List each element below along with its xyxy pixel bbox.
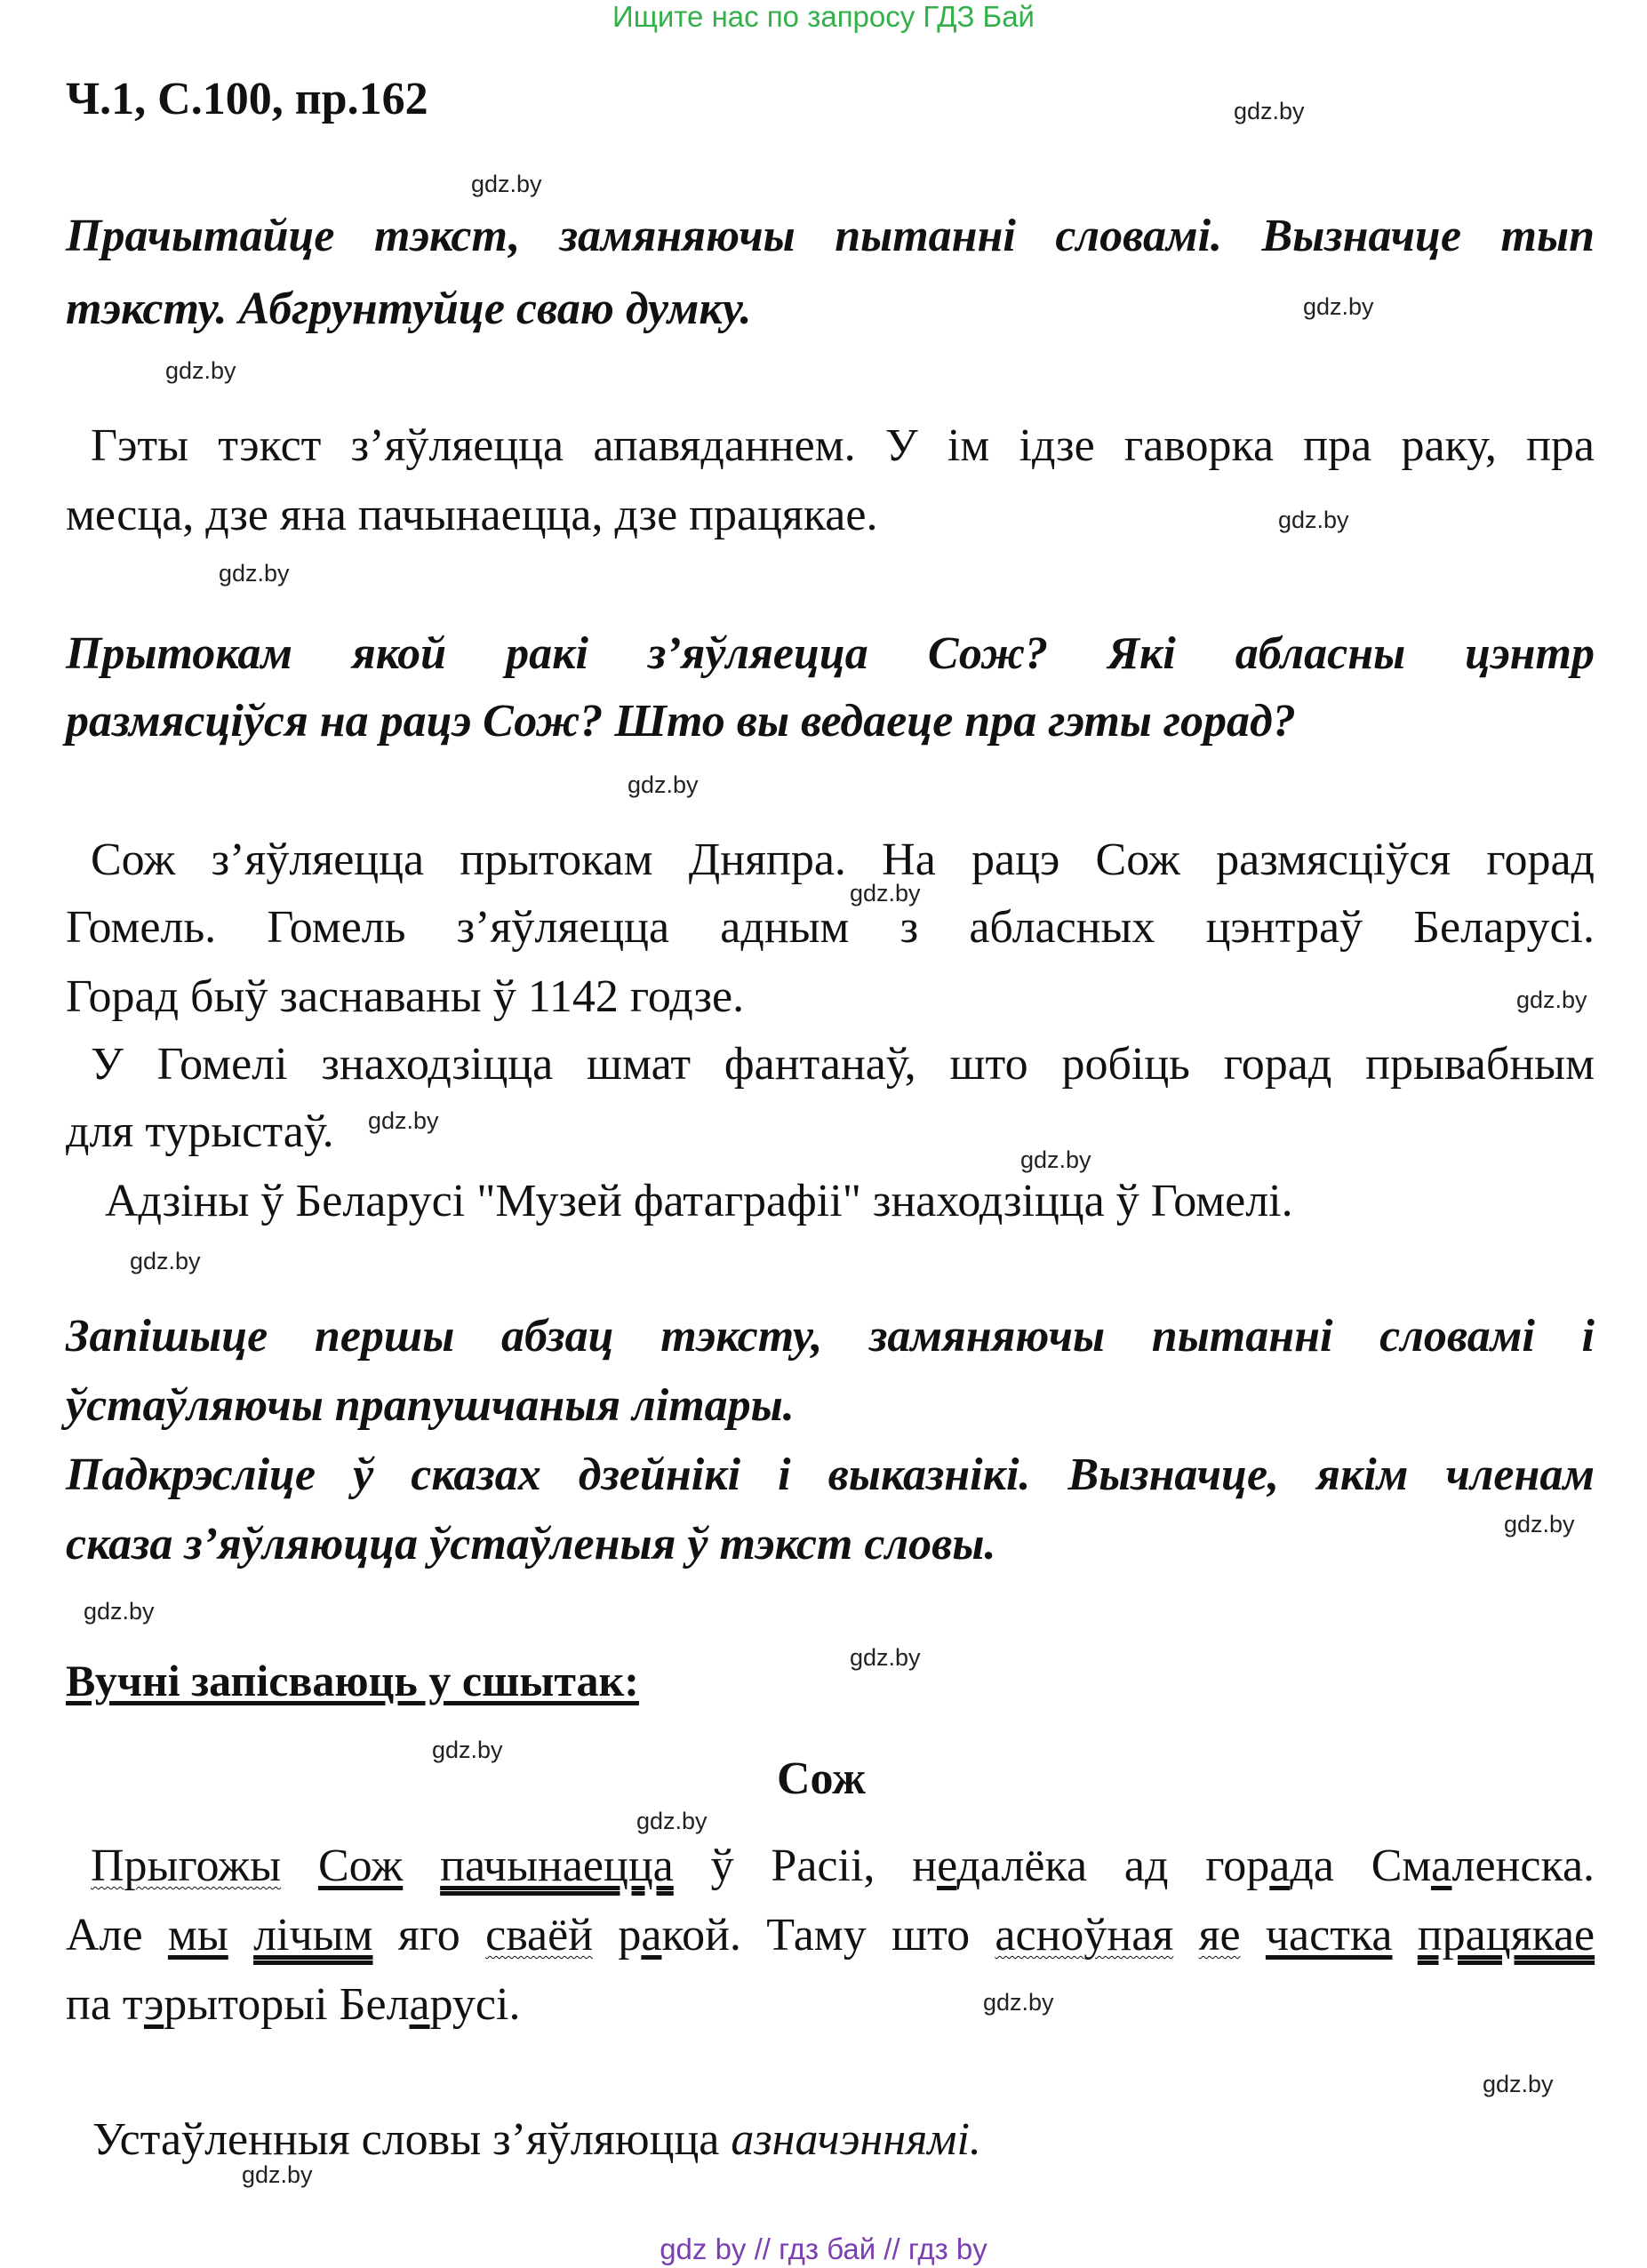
text-fragment: р — [618, 1910, 642, 1961]
text-fragment: русі. — [429, 1979, 521, 2030]
answer-3-line-1: У Гомелі знаходзіцца шмат фантанаў, што робіць горад прывабным — [91, 1039, 1595, 1090]
answer-2-line-2: Гомель. Гомель з’яўляецца адным з абласных цэнтраў Беларусі. — [66, 902, 1595, 953]
conclusion — [92, 2113, 981, 2166]
inserted-letter: э — [143, 1979, 164, 2030]
task-3-line-4: сказа з’яўляюцца ўстаўленыя ў тэкст словы. — [66, 1519, 996, 1569]
task-1-line-2: тэксту. Абгрунтуйце сваю думку. — [66, 284, 752, 334]
watermark: gdz.by — [368, 1107, 439, 1134]
top-banner: Ищите нас по запросу ГДЗ Бай — [612, 0, 1035, 33]
watermark: gdz.by — [850, 1644, 921, 1671]
task-3-line-2: ўстаўляючы прапушчаныя літары. — [66, 1380, 795, 1431]
watermark: gdz.by — [471, 171, 542, 197]
text-fragment: Але — [66, 1910, 143, 1961]
attribute-word: яе — [1198, 1910, 1241, 1961]
page-title: Ч.1, С.100, пр.162 — [66, 74, 428, 124]
task-3-line-1: Запішыце першы абзац тэксту, замяняючы пытанні словамі і — [66, 1311, 1595, 1362]
text-fragment: кой. Таму што — [661, 1910, 971, 1961]
text-fragment: ў Расіі, н — [710, 1841, 938, 1891]
attribute-word: асноўная — [995, 1910, 1174, 1961]
predicate-word: працякае — [1417, 1910, 1595, 1961]
task-2-line-2: размясціўся на рацэ Сож? Што вы ведаеце пра гэты горад? — [66, 696, 1296, 747]
conclusion-term: азначэннямі. — [731, 2114, 981, 2165]
watermark: gdz.by — [1516, 986, 1587, 1013]
subject-word: частка — [1265, 1910, 1393, 1961]
watermark: gdz.by — [1278, 507, 1349, 533]
text-fragment: па т — [66, 1979, 144, 2030]
text-fragment: ленска. — [1451, 1841, 1595, 1891]
answer-1-line-2: месца, дзе яна пачынаецца, дзе працякае. — [66, 490, 878, 540]
subject-word: Сож — [317, 1841, 404, 1891]
watermark: gdz.by — [1303, 293, 1374, 320]
watermark: gdz.by — [1504, 1511, 1575, 1537]
watermark: gdz.by — [636, 1808, 708, 1834]
watermark: gdz.by — [165, 357, 236, 384]
answer-1-line-1: Гэты тэкст з’яўляецца апавяданнем. У ім ідзе гаворка пра раку, пра — [91, 420, 1595, 471]
watermark: gdz.by — [219, 560, 290, 587]
inserted-letter: а — [409, 1979, 430, 2030]
subject-word: мы — [167, 1910, 228, 1961]
inserted-letter: е — [937, 1841, 957, 1891]
predicate-word: лічым — [253, 1910, 373, 1961]
attribute-word: сваёй — [485, 1910, 594, 1961]
answer-3-line-2: для турыстаў. — [66, 1106, 334, 1157]
watermark: gdz.by — [242, 2161, 313, 2188]
predicate-word: пачынаецца — [440, 1841, 674, 1891]
watermark: gdz.by — [628, 771, 699, 798]
text-line-1 — [66, 1840, 1595, 1892]
watermark: gdz.by — [84, 1598, 155, 1625]
notebook-label: Вучні запісваюць у сшытак: — [66, 1656, 639, 1705]
text-title: Сож — [777, 1753, 866, 1804]
text-line-3 — [66, 1978, 520, 2031]
watermark: gdz.by — [983, 1989, 1054, 2016]
text-line-2 — [66, 1909, 1595, 1961]
conclusion-text: Устаўленныя словы з’яўляюцца — [92, 2114, 720, 2165]
watermark: gdz.by — [130, 1248, 201, 1274]
watermark: gdz.by — [432, 1737, 503, 1763]
answer-4: Адзіны ў Беларусі "Музей фатаграфіі" знаходзіцца ў Гомелі. — [105, 1176, 1293, 1226]
answer-2-line-1: Сож з’яўляецца прытокам Дняпра. На рацэ Сож размясціўся горад — [91, 835, 1595, 885]
footer-watermark: gdz by // гдз бай // гдз by — [660, 2232, 987, 2265]
watermark: gdz.by — [850, 880, 921, 906]
inserted-letter: а — [641, 1910, 662, 1961]
inserted-letter: а — [1430, 1841, 1452, 1891]
watermark: gdz.by — [1020, 1146, 1091, 1173]
task-3-line-3: Падкрэсліце ў сказах дзейнікі і выказнікі. Вызначце, якім членам — [66, 1449, 1595, 1500]
task-2-line-1: Прытокам якой ракі з’яўляецца Сож? Які абласны цэнтр — [66, 628, 1595, 679]
answer-2-line-3: Горад быў заснаваны ў 1142 годзе. — [66, 971, 745, 1022]
attribute-word: Прыгожы — [91, 1841, 282, 1891]
text-fragment: да См — [1290, 1841, 1431, 1891]
watermark: gdz.by — [1483, 2071, 1554, 2097]
text-fragment: рыторыі Бел — [164, 1979, 410, 2030]
watermark: gdz.by — [1234, 98, 1305, 124]
inserted-letter: а — [1269, 1841, 1291, 1891]
text-fragment: далёка ад гор — [956, 1841, 1270, 1891]
task-1-line-1: Прачытайце тэкст, замяняючы пытанні словамі. Вызначце тып — [66, 211, 1595, 261]
text-fragment: яго — [397, 1910, 460, 1961]
